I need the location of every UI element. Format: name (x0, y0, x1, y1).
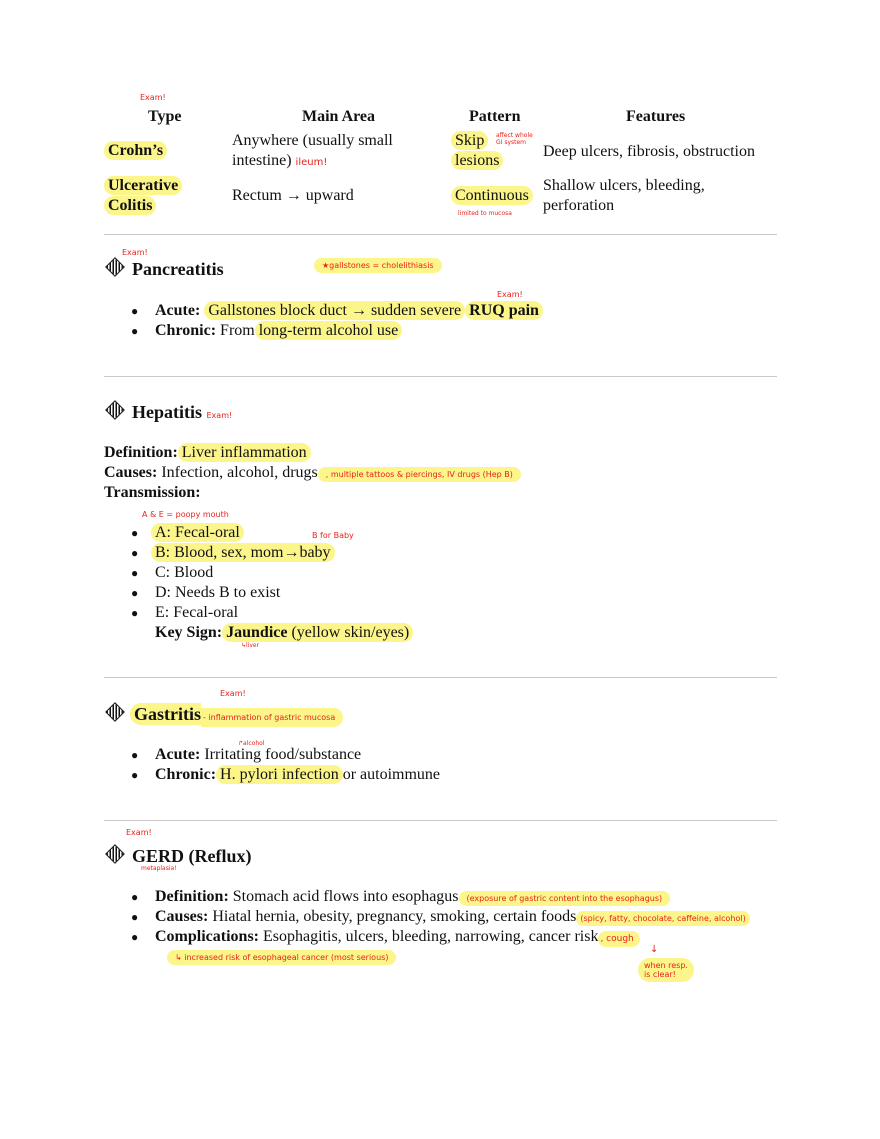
item-label: Acute: (155, 302, 201, 319)
list-item (155, 928, 640, 946)
causes-text: Infection, alcohol, drugs (161, 464, 318, 481)
bullet-icon: ● (131, 606, 139, 620)
bullet-icon: ● (131, 304, 139, 318)
hep-e: E: Fecal-oral (155, 604, 239, 621)
hep-b: B: Blood, sex, mom→baby (151, 543, 335, 562)
item-text: Gallstones block duct → sudden severe (204, 301, 465, 320)
type-ulcerative: Ulcerative (104, 176, 182, 195)
causes-note: , multiple tattoos & piercings, IV drugs (Hep B) (318, 467, 521, 482)
key-sign-line (155, 624, 413, 642)
list-item (155, 322, 402, 340)
features-uc-2: perforation (543, 197, 615, 214)
causes-label: Causes: (104, 464, 158, 481)
cough-note: , cough (598, 931, 639, 947)
definition-label: Definition: (104, 444, 178, 461)
diamond-icon (105, 844, 125, 864)
list-item (155, 908, 750, 926)
item-text: Esophagitis, ulcers, bleeding, narrowing, cancer risk (263, 928, 599, 945)
item-text: From (220, 322, 255, 339)
bullet-icon: ● (131, 566, 139, 580)
divider (104, 234, 777, 235)
item-label: Acute: (155, 746, 201, 763)
gallstones-note: ★gallstones = cholelithiasis (314, 258, 442, 273)
item-text-highlight: long-term alcohol use (255, 321, 403, 340)
causes-line (104, 464, 521, 482)
item-label: Complications: (155, 928, 259, 945)
pattern-lesions: lesions (451, 151, 503, 170)
item-label: Definition: (155, 888, 229, 905)
diamond-icon (105, 702, 125, 722)
type-colitis: Colitis (104, 196, 156, 215)
features-uc-1: Shallow ulcers, bleeding, (543, 177, 705, 194)
exam-note: Exam! (206, 411, 233, 420)
bullet-icon: ● (131, 890, 139, 904)
main-area-uc: Rectum → upward (232, 187, 354, 204)
diamond-icon (105, 257, 125, 277)
table-header-pattern: Pattern (469, 108, 521, 125)
bullet-icon: ● (131, 930, 139, 944)
list-item (155, 746, 361, 764)
jaundice: Jaundice (226, 624, 288, 641)
section-title: GERD (Reflux) (132, 846, 252, 866)
hep-a: A: Fecal-oral (151, 523, 244, 542)
item-text: Stomach acid flows into esophagus (232, 888, 459, 905)
bullet-icon: ● (131, 768, 139, 782)
pattern-note-1: affect whole (496, 132, 533, 139)
exam-note: Exam! (497, 290, 523, 299)
hep-c: C: Blood (155, 564, 214, 581)
table-header-type: Type (148, 108, 182, 125)
gastritis-note: - inflammation of gastric mucosa (201, 708, 343, 727)
definition-text: Liver inflammation (178, 443, 311, 462)
list-item (155, 766, 440, 784)
arrow-down-icon: ↓ (650, 944, 659, 955)
pattern-continuous: Continuous (451, 186, 533, 205)
table-header-main-area: Main Area (302, 108, 376, 125)
divider (104, 376, 777, 377)
alcohol-note: ↱alcohol (238, 740, 265, 747)
exam-note: Exam! (122, 248, 148, 257)
bullet-icon: ● (131, 586, 139, 600)
item-text: Irritating food/substance (204, 746, 362, 763)
ileum-note: ileum! (295, 157, 328, 168)
liver-note: ↳liver (241, 642, 260, 649)
mucosa-note: limited to mucosa (458, 210, 512, 217)
exam-note: Exam! (140, 93, 166, 102)
bullet-icon: ● (131, 526, 139, 540)
pattern-note-2: GI system (496, 139, 527, 146)
ruq-pain: RUQ pain (465, 301, 543, 320)
transmission-label: Transmission: (104, 484, 201, 501)
main-area-line2: intestine) (232, 152, 292, 169)
divider (104, 677, 777, 678)
hep-d: D: Needs B to exist (155, 584, 281, 601)
diamond-icon (105, 400, 125, 420)
section-title: Pancreatitis (132, 259, 224, 279)
list-item (155, 888, 670, 906)
key-sign-label: Key Sign: (155, 624, 223, 641)
list-item (155, 302, 543, 320)
cough-note-1: when resp. (644, 961, 688, 970)
bullet-icon: ● (131, 546, 139, 560)
cancer-note: ↳ increased risk of esophageal cancer (most serious) (167, 950, 396, 965)
pattern-skip: Skip (451, 131, 488, 150)
exam-note: Exam! (126, 828, 152, 837)
item-label: Chronic: (155, 766, 217, 783)
item-note: (spicy, fatty, chocolate, caffeine, alcohol) (576, 911, 749, 926)
item-label: Chronic: (155, 322, 217, 339)
features-crohns: Deep ulcers, fibrosis, obstruction (543, 143, 755, 160)
bullet-icon: ● (131, 324, 139, 338)
main-area-line1: Anywhere (usually small (232, 132, 393, 149)
metaplasia-note: metaplasia! (141, 865, 177, 872)
cough-note-2: is clear! (644, 970, 676, 979)
exam-note: Exam! (220, 689, 246, 698)
table-header-features: Features (626, 108, 686, 125)
divider (104, 820, 777, 821)
item-text: Hiatal hernia, obesity, pregnancy, smoking, certain foods (212, 908, 577, 925)
item-note: (exposure of gastric content into the esophagus) (459, 891, 671, 906)
b-note: B for Baby (312, 531, 354, 540)
h-pylori: H. pylori infection (216, 765, 343, 784)
section-title: Gastritis (130, 703, 201, 725)
bullet-icon: ● (131, 748, 139, 762)
item-label: Causes: (155, 908, 209, 925)
definition-line (104, 444, 311, 462)
type-crohns: Crohn’s (104, 141, 167, 160)
item-text: or autoimmune (342, 766, 440, 783)
section-title: Hepatitis (132, 402, 202, 422)
bullet-icon: ● (131, 910, 139, 924)
ae-note: A & E = poopy mouth (142, 510, 229, 519)
key-sign-rest: (yellow skin/eyes) (291, 624, 410, 641)
